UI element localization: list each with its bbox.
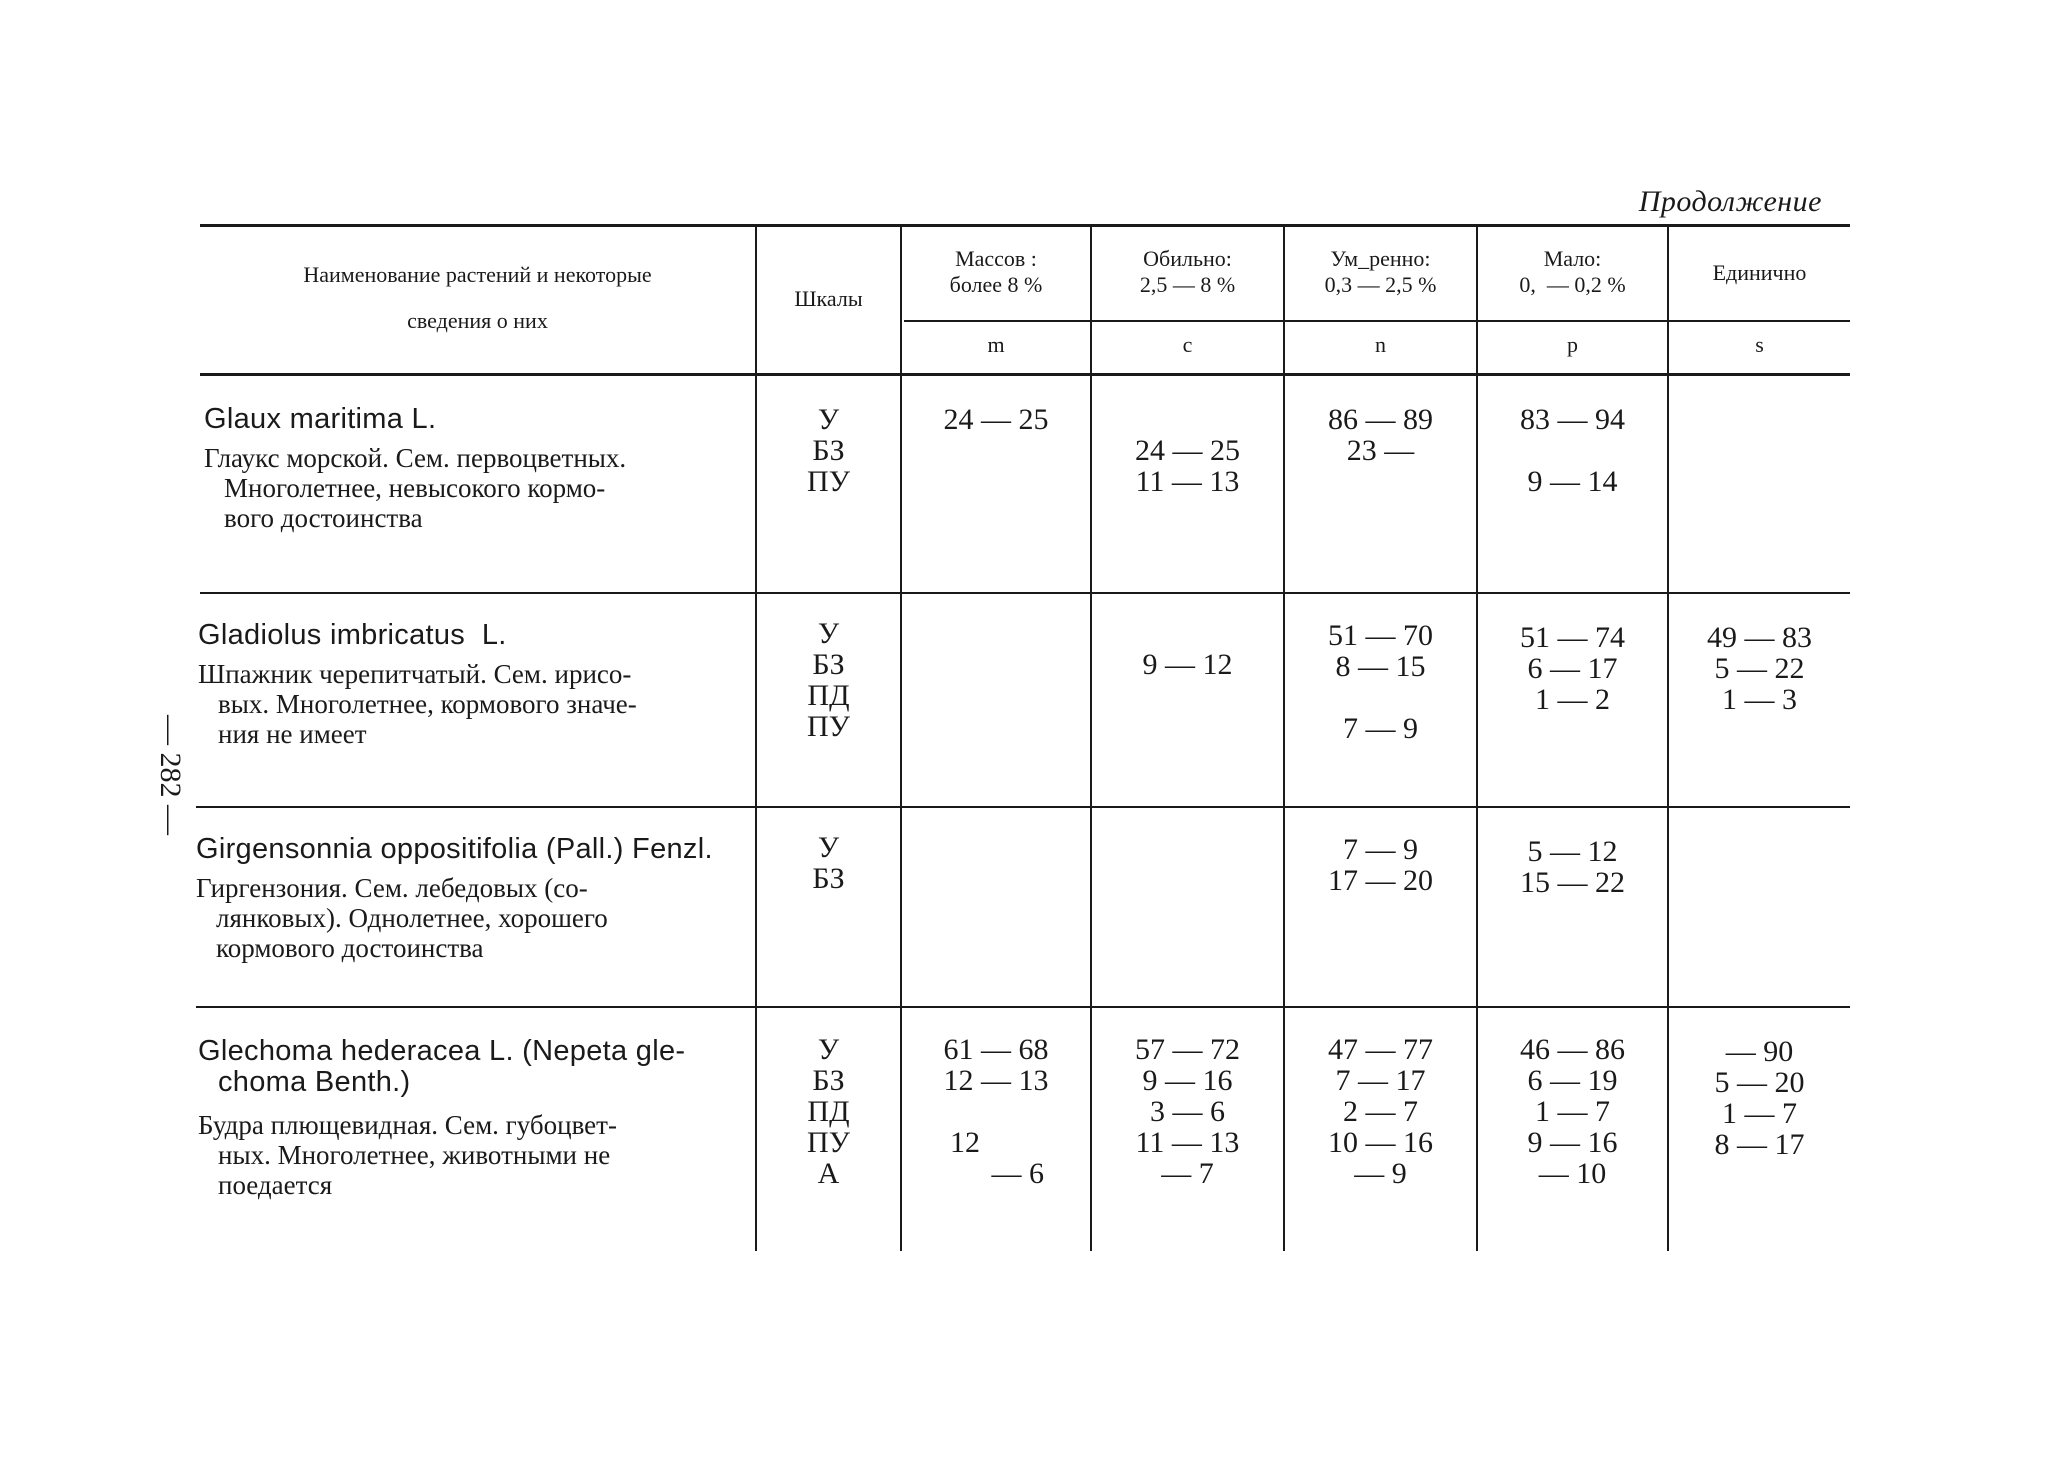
value: 10 — 16 [1328,1126,1433,1159]
scale-code: БЗ [812,648,845,681]
value: — 6 [991,1157,1044,1190]
scales-cell [757,618,900,742]
value-cell-n [1285,834,1476,896]
header-name-line-1: Наименование растений и некоторые [303,262,652,287]
header-massive-line-1: Массов : [955,246,1037,271]
header-code-m: m [987,332,1005,357]
table-top-rule [200,224,1850,227]
plant-latin-name: Gladiolus imbricatus L. [198,619,507,651]
header-single-line-1: Единично [1712,260,1807,285]
value: 6 — 17 [1527,652,1618,685]
scale-code: ПУ [807,1126,850,1159]
value-cell-m [902,1034,1090,1189]
value: 3 — 6 [1150,1095,1225,1128]
description-line: вого достоинства [224,503,423,533]
row-divider [196,1006,1850,1008]
value: — 7 [1161,1157,1214,1190]
table-row [196,834,756,963]
description-line: Глаукс морской. Сем. первоцветных. [204,443,627,473]
value-cell-n [1285,404,1476,466]
value [1092,404,1283,435]
value-cell-c [1092,1034,1283,1189]
header-few-line-1: Мало: [1543,246,1602,271]
value: 11 — 13 [1135,465,1240,498]
value: 1 — 7 [1535,1095,1610,1128]
scale-code: БЗ [812,1064,845,1097]
value: 5 — 22 [1714,652,1805,685]
value: — 9 [1354,1157,1407,1190]
header-massive [902,246,1090,298]
value: 24 — 25 [1135,434,1240,467]
scale-code: ПУ [807,710,850,743]
table-row [204,404,749,533]
plant-description [196,873,756,963]
plant-latin-name: Girgensonnia oppositifolia (Pall.) Fenzl. [196,833,713,865]
scale-code: БЗ [812,434,845,467]
value: 1 — 2 [1535,683,1610,716]
plant-latin-name: Glechoma hederacea L. (Nepeta gle- [198,1035,686,1067]
scale-code: У [817,831,840,864]
value: 24 — 25 [943,403,1049,436]
header-few [1478,246,1667,298]
description-line: Шпажник черепитчатый. Сем. ирисо- [198,659,632,689]
value: 6 — 19 [1527,1064,1618,1097]
value: 7 — 9 [1343,833,1418,866]
value: — 90 [1725,1035,1794,1068]
value: 8 — 15 [1335,650,1426,683]
value-cell-p [1478,836,1667,898]
value: 51 — 74 [1520,621,1625,654]
description-line: лянковых). Однолетнее, хорошего [216,903,608,933]
description-line: поедается [218,1170,333,1200]
value: 12 [950,1126,980,1159]
header-code-n: n [1375,332,1386,357]
value: 1 — 7 [1722,1097,1797,1130]
description-line: Многолетнее, невысокого кормо- [224,473,606,503]
header-moderate [1285,246,1476,298]
value-cell-c [1092,618,1283,680]
value: 9 — 12 [1142,648,1233,681]
value-cell-p [1478,404,1667,497]
value: 11 — 13 [1135,1126,1240,1159]
scale-code: ПД [807,679,850,712]
header-code-s: s [1755,332,1764,357]
value: 51 — 70 [1328,619,1433,652]
value: 47 — 77 [1328,1033,1433,1066]
plant-description [198,1110,750,1200]
value: 12 — 13 [943,1064,1049,1097]
value: 5 — 20 [1714,1066,1805,1099]
page-number-text: — 282 — [154,715,187,835]
description-line: Гиргензония. Сем. лебедовых (со- [196,873,588,903]
value: — 10 [1538,1157,1607,1190]
continued-label: Продолжение [1638,185,1822,218]
value [902,1096,1090,1127]
value-cell-p [1478,1034,1667,1189]
value: 61 — 68 [943,1033,1049,1066]
scale-code: ПУ [807,465,850,498]
value: 17 — 20 [1328,864,1433,897]
scales-cell [757,404,900,497]
value-cell-s [1669,1036,1850,1160]
scale-code: У [817,1033,840,1066]
header-scales-col: Шкалы [794,286,863,311]
header-moderate-line-1: Ум_ренно: [1330,246,1431,271]
scales-cell [757,832,900,894]
table-row [198,620,750,749]
header-code-c: c [1182,332,1193,357]
value-cell-n [1285,1034,1476,1189]
description-line: ния не имеет [218,719,367,749]
plant-description [204,443,749,533]
scale-code: У [817,403,840,436]
value: 49 — 83 [1707,621,1812,654]
value: 5 — 12 [1527,835,1618,868]
header-name-col [200,262,755,334]
value: 9 — 16 [1142,1064,1233,1097]
header-moderate-line-2: 0,3 — 2,5 % [1324,272,1437,297]
value-cell-n [1285,620,1476,744]
plant-latin-name: Glaux maritima L. [204,403,437,435]
value: 83 — 94 [1520,403,1625,436]
value-cell-m [902,404,1090,435]
value: 86 — 89 [1328,403,1433,436]
description-line: Будра плющевидная. Сем. губоцвет- [198,1110,617,1140]
value [1285,682,1476,713]
scale-code: У [817,617,840,650]
value: 7 — 9 [1343,712,1418,745]
value: 46 — 86 [1520,1033,1625,1066]
plant-description [198,659,750,749]
header-name-line-2: сведения о них [407,308,548,333]
value: 15 — 22 [1520,866,1625,899]
value: 1 — 3 [1722,683,1797,716]
scale-code: ПД [807,1095,850,1128]
value: 9 — 14 [1527,465,1618,498]
description-line: вых. Многолетнее, кормового значе- [218,689,637,719]
header-abundant [1092,246,1283,298]
value: 9 — 16 [1527,1126,1618,1159]
value: 2 — 7 [1343,1095,1418,1128]
value [1478,435,1667,466]
value: 7 — 17 [1335,1064,1426,1097]
row-divider [200,592,1850,594]
plant-latin-name: choma Benth.) [218,1066,411,1098]
header-abundant-line-1: Обильно: [1143,246,1232,271]
description-line: кормового достоинства [216,933,484,963]
header-massive-line-2: более 8 % [949,272,1043,297]
row-divider [196,806,1850,808]
header-single [1669,260,1850,286]
value: 8 — 17 [1714,1128,1805,1161]
scale-code: БЗ [812,862,845,895]
value-cell-c [1092,404,1283,497]
value: 57 — 72 [1135,1033,1240,1066]
value-cell-s [1669,622,1850,715]
header-mid-rule [904,320,1850,322]
scales-cell [757,1034,900,1189]
value [1092,618,1283,649]
header-code-p: p [1567,332,1578,357]
table-row [198,1036,750,1200]
header-few-line-2: 0, — 0,2 % [1519,272,1626,297]
header-abundant-line-2: 2,5 — 8 % [1139,272,1236,297]
value: 23 — [1346,434,1415,467]
description-line: ных. Многолетнее, животными не [218,1140,611,1170]
value-cell-p [1478,622,1667,715]
header-bottom-rule [200,373,1850,376]
scale-code: А [817,1157,840,1190]
